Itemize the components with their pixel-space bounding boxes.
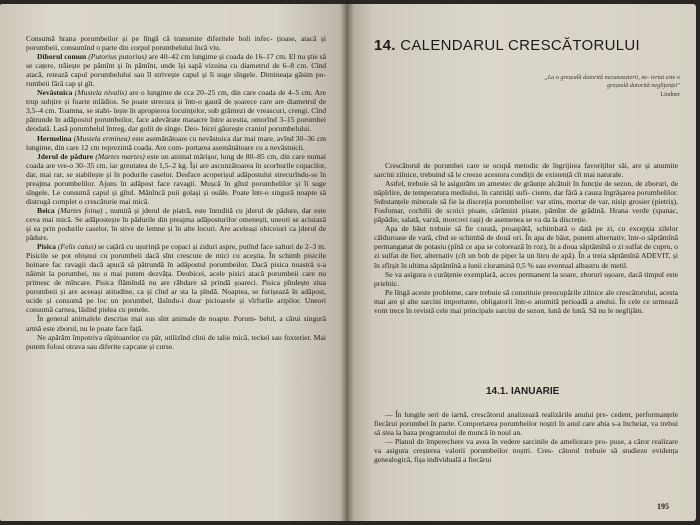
species-name: Jderul de pădure xyxy=(37,151,94,161)
chapter-title xyxy=(374,37,640,54)
paragraph: Crescătorul de porumbei care se ocupă metodic de îngrijirea favoriților săi, are și anumite sarcini zilnice, trebuind să le creeze acestora condiții de existență cît mai naturale. xyxy=(374,161,678,180)
epigraph-quote: „La o greșeală datorită necunoașterii, ne- iertat este o greșeală datorită neglijenței" xyxy=(544,74,680,89)
section-text xyxy=(374,410,678,464)
right-page xyxy=(346,4,696,521)
species-name: Nevăstuica xyxy=(37,88,73,98)
paragraph-text: Ne apărăm împotriva răpitoarelor cu păr, utilizînd clini de talie mică, teckel sau foxterier. Mai putem folosi otrava sau diferite capcane și curse. xyxy=(26,332,326,351)
latin-name: (Mustela erminea) xyxy=(73,133,131,143)
right-page-text xyxy=(374,161,678,315)
latin-name: (Martes martes) xyxy=(95,151,145,161)
paragraph-text: Consumă hrana porumbeilor și pe lîngă că transmite diferitele boli infec- țioase, atacă și porumbeii, consumînd o parte din corpul porumbelului încă viu. xyxy=(26,34,326,53)
paragraph: Astfel, trebuie să le asigurăm un amestec de grăunțe alcătuit în funcție de sezon, de zboruri, de năpîrlire, de temperatura mediului, în cantități sufi- ciente, dar fără a cauza îngrășarea porumbelilor. Substanțele minerale să fie la discreția porumbeilor: var stins, mortar de var, nisip grosier (pietriș), Fosfomar, cochilii de scoici pisate, cărămizi pisate, pămînt de grădină. Hrana verde (spanac, păpădie, salată, varză, morcovi rași) de asemenea se va da la discreție. xyxy=(374,179,678,225)
species-name: Beica xyxy=(37,205,55,215)
latin-name: (Mustela nivalis) xyxy=(74,88,127,98)
species-name: Hermelina xyxy=(37,133,72,143)
left-page-text xyxy=(26,34,326,351)
species-name: Pisica xyxy=(37,242,56,252)
epigraph-author: Lindner xyxy=(660,91,680,99)
paragraph xyxy=(26,333,326,351)
paragraph-text: se cațără cu ușurință pe copaci și ziduri aspre, putînd face salturi de 2–3 m. Pisicile se pot obișnui cu porumbeii dacă sînt crescute de mici cu aceștia. În schimb pisicile hoinare fac ravagii dacă apucă să pătrundă în adăpostul porumbeilor. Dacă pisica noastră s-a năimit la porumbei, nu o mai putem dezvăța. Deobicei, acele pisici atacă porumbeii care nu primesc de mîncare. Pisica flămîndă nu are răbdare să prindă șoareci. Pisica pîndește ziua porumbeii și are aceeași atitudine, ca și cînd ar sta la pîndă. Noaptea, se furișează în adăpost, ucide și consumă pe loc un porumbel, lăsîndu-i doar picioarele și vîrfurile aripilor. Uneori consumă carnea, lăsînd pielea cu penele. xyxy=(26,242,326,315)
paragraph xyxy=(26,242,326,314)
paragraph xyxy=(26,134,326,152)
paragraph: Se va asigura o curățenie exemplară, acces permanent la soare, zboruri ușoare, dacă timpul este prielnic. xyxy=(374,269,678,288)
page-number: 195 xyxy=(657,502,669,511)
left-page xyxy=(0,4,346,521)
paragraph xyxy=(26,152,326,206)
paragraph-text: este asemănătoare cu nevăstuica dar mai mare, avînd 30–36 cm lungime, din care 12 cm reprezintă coada. Are com- portarea asemănătoare cu a nevăstuicii. xyxy=(26,133,326,152)
chapter-number: 14. xyxy=(374,37,396,54)
latin-name: (Putorius putorius) xyxy=(88,52,147,62)
paragraph: Pe lîngă aceste probleme, care trebuie să constituie preocupările zilnice ale crescătorului, acesta mai are și alte sarcini importante, obligatorii într-o anumită perioadă a anului. În cele ce urmează vom trece în revistă cele mai principale sarcini de sezon, lună de lună. Să nu le neglijăm. xyxy=(374,287,678,315)
paragraph: Apa de băut trebuie să fie curată, proaspătă, schimbată o dată pe zi, cu excepția zilelor călduroase de vară, cînd se schimbă de două ori. În apa de băut, punem alternativ, într-o săptămînă permanganat de potasiu (pînă ce apa se colorează în roz), în a doua săptămînă o zi sulfat de cupru, o zi sulfat de fier, alternativ (cît un bob de piper la un litru de apă). În a treia săptămînă ADEVIT, și în sfîrșit în ultima săptămînă a lunii cloramină 0,5 % sau eventual albastru de metil. xyxy=(374,224,678,270)
paragraph xyxy=(26,314,326,332)
latin-name: (Felis catus) xyxy=(57,242,97,252)
paragraph-text: , numită și jderul de piatră, este înrudită cu jderul de pădure, dar este ceva mai mică. Se adăpostește în pădurile din preajma adăposturilor omenești, uneori se aciuiază și ea prin podurile caselor, în stive de lemne și în alte locuri. Are aceleași obiceiuri ca jderul de pădure. xyxy=(26,205,326,243)
paragraph xyxy=(26,206,326,242)
chapter-title-text: CALENDARUL CRESCĂTORULUI xyxy=(400,37,640,54)
epigraph xyxy=(532,74,680,99)
paragraph-text: este un animal mărișor, lung de 80–85 cm, din care numai coada are vre-o 30–35 cm, iar greutatea de 1,5–2 kg. Își are ascunzătoarea în scorburile copacilor, dar, mai rar, se stabilește și în podurile caselor. Desface acoperișul adăpostului strecurîndu-se în preajma porumbelilor. Ajuns în adăpost face ravagii. Mușcă în gîtul porumbelilor și îi suge sîngele. Le consumă capul și gîtul. Mănîncă puii golași și ouăle. Poate într-o singură noapte să distrugă complet o crescătorie mai mică. xyxy=(26,151,326,206)
latin-name: (Martes foina) xyxy=(57,205,103,215)
paragraph-text: are 40–42 cm lungime și coada de 16–17 cm. El nu știe să se cațere, trăiește pe pămînt și în pămînt, unde își sapă vizuina cu diametrul de 6–8 cm. Cînd atacă, retează capul porumbelului sau îl strivește capul și îi suge sîngele. Dimineața găsim po- rumbeii fără cap și gît. xyxy=(26,52,326,89)
paragraph xyxy=(26,52,326,88)
section-title: 14.1. IANUARIE xyxy=(486,386,560,397)
paragraph: — Planul de împerechere va avea în vedere sarcinile de ameliorare pro- puse, a căror realizare va asigura creșterea valorii porumbeilor noștri. Cres- cătorul trebuie să studieze evidența genealogică, fișa individuală a fiecărui xyxy=(374,437,678,465)
species-name: Dihorul comun xyxy=(37,52,87,62)
paragraph xyxy=(26,34,326,52)
paragraph-text: are o lungime de cca 20–25 cm, din care coada de 4–5 cm. Are trup subțire și foarte mlădios. Se poate strecura și într-o gaură de șoarece care are diametrul de 3,5–4 cm. Toamna, se stabi- lește în apropierea locuințelor, sub grămezi de vreascuri, crengi. Cînd pătrunde în adăpostul porumbeilor, face adevărate masacre între acestia, omorînd 3–15 porumbei deodată. Lasă porumbelul întreg, dar golit de sînge. Deo- bicei găurește craniul porumbelului. xyxy=(26,88,326,134)
paragraph: — În lungile seri de iarnă, crescătorul analizează realizările anului pre- cedent, performanțele fiecărui porumbel în parte. Comportarea porumbeilor noștri în anul care abia s-a încheiat, va trebui să stea la baza programului de muncă în noul an. xyxy=(374,410,678,438)
paragraph-text: În general animalele descrise mai sus sînt animale de noapte. Porum- belul, a cărui singură armă este zborul, nu le poate face față. xyxy=(26,314,326,333)
paragraph xyxy=(26,88,326,133)
